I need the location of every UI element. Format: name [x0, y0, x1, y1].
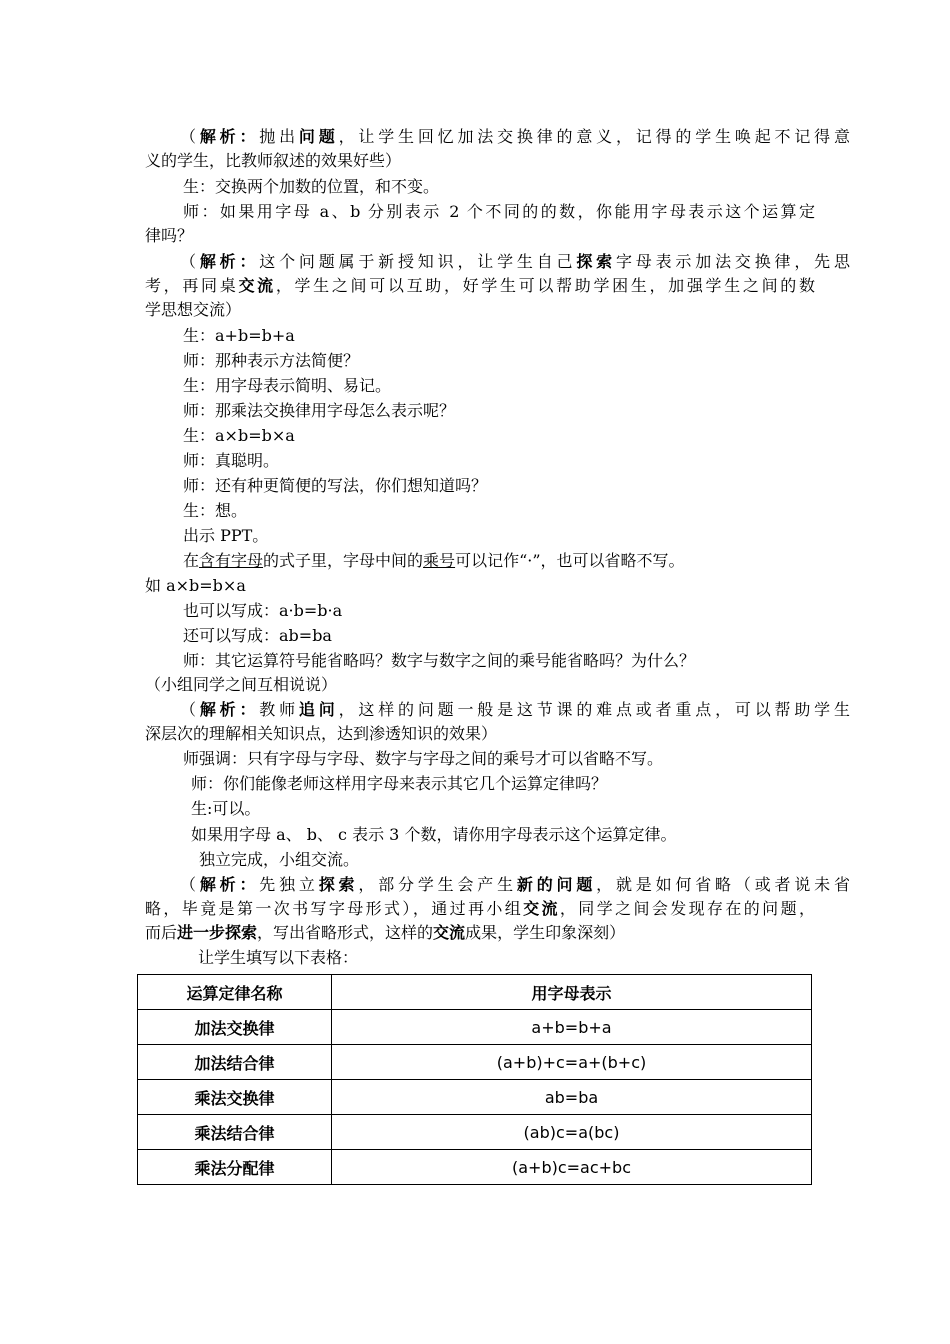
analysis-paragraph-2	[180, 251, 850, 273]
paren: （	[180, 875, 200, 894]
dialogue-line: 生：用字母表示简明、易记。	[183, 376, 392, 395]
analysis-paragraph-1-cont: 义的学生，比教师叙述的效果好些）	[145, 151, 402, 170]
text: 字母表示加法交换律，先思	[615, 252, 850, 271]
text: ，同学之间会发现存在的问题，	[559, 899, 815, 918]
analysis-paragraph-3	[180, 699, 850, 721]
text: 可以记作“·”，也可以省略不写。	[455, 551, 685, 570]
law-formula: (ab)c=a(bc)	[332, 1115, 812, 1150]
text: ，这样的问题一般是这节课的难点或者重点，可以帮助学生	[338, 700, 850, 719]
table-row	[138, 1115, 812, 1150]
text: 教师	[259, 700, 299, 719]
table-row	[138, 1045, 812, 1080]
keyword: 交流	[238, 276, 276, 295]
analysis-label: 解析：	[199, 700, 260, 719]
header-letter-form: 用字母表示	[332, 975, 812, 1010]
keyword: 探索	[576, 252, 616, 271]
law-name: 乘法交换律	[138, 1080, 332, 1115]
dialogue-line: 师：那种表示方法简便？	[183, 351, 360, 370]
table-intro: 让学生填写以下表格：	[198, 948, 359, 967]
table-row	[138, 1150, 812, 1185]
paren: （	[180, 700, 200, 719]
dialogue-line: 师：你们能像老师这样用字母来表示其它几个运算定律吗？	[191, 774, 608, 793]
dialogue-line: 生:可以。	[191, 799, 261, 818]
text: 的式子里，字母中间的	[263, 551, 424, 570]
table-header-row	[138, 975, 812, 1010]
law-formula: ab=ba	[332, 1080, 812, 1115]
dialogue-line-cont: （小组同学之间互相说说）	[145, 675, 338, 694]
dialogue-line-cont: 律吗？	[145, 226, 194, 245]
analysis-paragraph-1	[180, 126, 850, 148]
law-name: 乘法分配律	[138, 1150, 332, 1185]
dialogue-line: 如果用字母 a、 b、 c 表示 3 个数，请你用字母表示这个运算定律。	[191, 825, 677, 844]
operation-laws-table	[137, 974, 812, 1185]
law-name: 加法交换律	[138, 1010, 332, 1045]
text: 而后	[145, 923, 178, 942]
law-formula: a+b=b+a	[332, 1010, 812, 1045]
analysis-paragraph-2-end: 学思想交流）	[145, 300, 242, 319]
dialogue-line: 师：其它运算符号能省略吗？数字与数字之间的乘号能省略吗？为什么？	[183, 651, 696, 670]
keyword: 进一步探索	[177, 923, 258, 942]
rule-example: 也可以写成：a·b=b·a	[183, 601, 343, 620]
dialogue-line: 生：想。	[183, 501, 248, 520]
analysis-paragraph-4	[180, 874, 850, 896]
keyword: 交流	[433, 923, 466, 942]
keyword: 探索	[318, 875, 359, 894]
table-row	[138, 1010, 812, 1045]
analysis-paragraph-3-cont: 深层次的理解相关知识点，达到渗透知识的效果）	[145, 724, 498, 743]
dialogue-line: 师：真聪明。	[183, 451, 280, 470]
text: ，就是如何省略（或者说未省	[596, 875, 850, 894]
text: ，让学生回忆加法交换律的意义，记得的学生唤起不记得意	[338, 127, 850, 146]
paren: （	[180, 127, 200, 146]
text: 略，毕竟是第一次书写字母形式），通过再小组	[145, 899, 524, 918]
keyword: 追问	[298, 700, 339, 719]
analysis-label: 解析：	[199, 252, 260, 271]
underlined-term: 含有字母	[199, 551, 264, 570]
analysis-paragraph-4-end	[145, 922, 815, 944]
law-formula: (a+b)+c=a+(b+c)	[332, 1045, 812, 1080]
keyword: 新的问题	[516, 875, 597, 894]
dialogue-line: 生：a+b=b+a	[183, 326, 295, 345]
dialogue-line: 师：如果用字母 a、b 分别表示 2 个不同的的数，你能用字母表示这个运算定	[183, 202, 815, 221]
dialogue-line: 独立完成，小组交流。	[199, 850, 360, 869]
table-row	[138, 1080, 812, 1115]
text: ，写出省略形式，这样的	[257, 923, 434, 942]
dialogue-line: 师：那乘法交换律用字母怎么表示呢？	[183, 401, 456, 420]
analysis-paragraph-4-cont	[145, 898, 815, 920]
rule-example: 还可以写成：ab=ba	[183, 626, 332, 645]
text: 在	[183, 551, 200, 570]
text: 抛出	[259, 127, 299, 146]
dialogue-line: 生：a×b=b×a	[183, 426, 295, 445]
text: 考，再同桌	[145, 276, 239, 295]
underlined-term: 乘号	[423, 551, 456, 570]
analysis-label: 解析：	[199, 875, 260, 894]
header-law-name: 运算定律名称	[138, 975, 332, 1010]
dialogue-line: 师：还有种更简便的写法，你们想知道吗？	[183, 476, 488, 495]
analysis-paragraph-2-cont	[145, 275, 815, 297]
dialogue-line: 师强调：只有字母与字母、数字与字母之间的乘号才可以省略不写。	[183, 749, 664, 768]
analysis-label: 解析：	[199, 127, 260, 146]
law-name: 加法结合律	[138, 1045, 332, 1080]
keyword: 交流	[523, 899, 560, 918]
text: ，部分学生会产生	[358, 875, 517, 894]
show-ppt-line: 出示 PPT。	[183, 526, 269, 545]
text: 先独立	[259, 875, 319, 894]
keyword: 问题	[298, 127, 339, 146]
rule-example: 如 a×b=b×a	[145, 576, 246, 595]
law-formula: (a+b)c=ac+bc	[332, 1150, 812, 1185]
dialogue-line: 生：交换两个加数的位置，和不变。	[183, 177, 440, 196]
rule-statement	[183, 550, 815, 572]
text: ，学生之间可以互助，好学生可以帮助学困生，加强学生之间的数	[275, 276, 815, 295]
law-name: 乘法结合律	[138, 1115, 332, 1150]
paren: （	[180, 252, 200, 271]
text: 成果，学生印象深刻）	[465, 923, 626, 942]
text: 这个问题属于新授知识，让学生自己	[259, 252, 577, 271]
